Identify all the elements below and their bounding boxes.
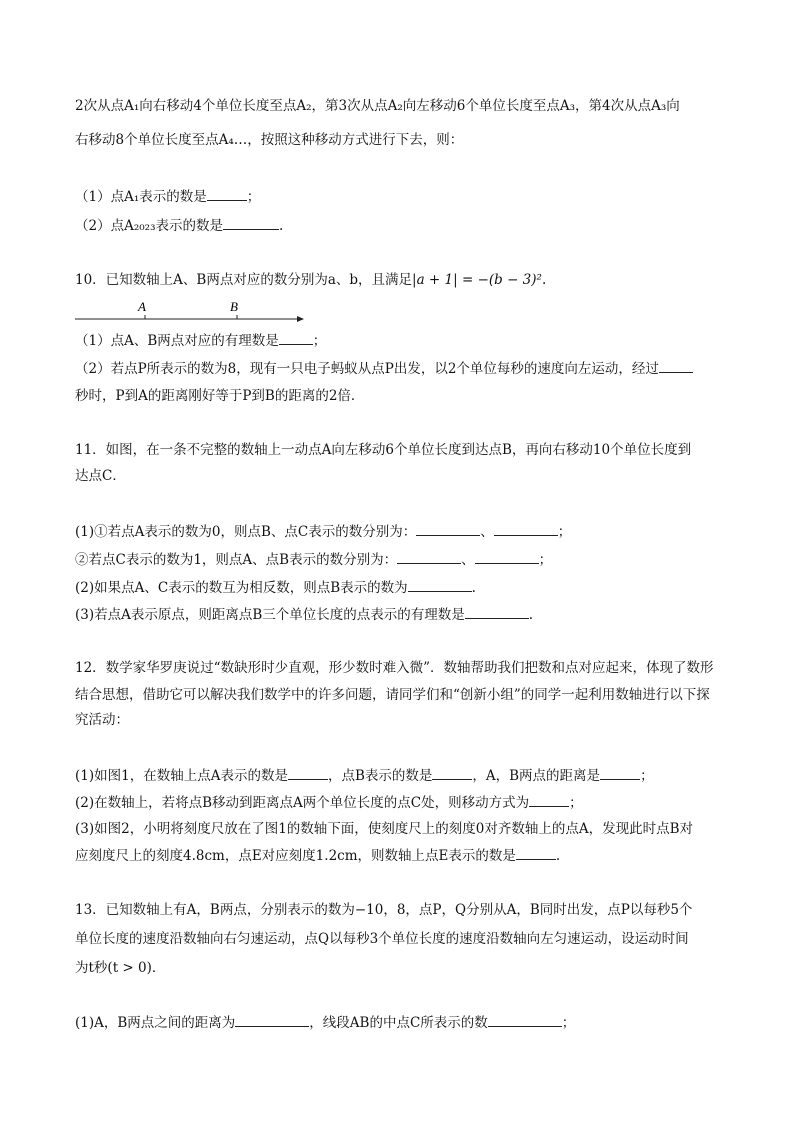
q12-part-1-end: ； (640, 768, 654, 784)
q11-part-2-end: . (471, 580, 476, 596)
q11-part-2 (75, 577, 476, 598)
q9-part-1 (75, 186, 260, 207)
answer-blank[interactable] (223, 215, 279, 230)
q9-part-2-text: （2）点A₂₀₂₃表示的数是 (75, 218, 223, 234)
answer-blank[interactable] (475, 549, 539, 564)
q10-part-2 (75, 358, 693, 379)
answer-blank[interactable] (488, 1012, 562, 1027)
q12-part-1-mid2: ，A，B两点的距离是 (472, 768, 601, 784)
q10-number-line (75, 300, 305, 326)
q12-stem-line-2: 结合思想，借助它可以解决我们数学中的许多问题，请同学们和“创新小组”的同学一起利用数轴进行以下探 (75, 687, 710, 703)
separator: 、 (480, 524, 494, 540)
answer-blank[interactable] (516, 845, 556, 860)
q9-text-line-2: 右移动8个单位长度至点A₄…，按照这种移动方式进行下去，则： (75, 132, 464, 148)
q11-part-1-end: ； (557, 524, 572, 540)
q13-part-1-mid: ，线段AB的中点C所表示的数 (309, 1015, 488, 1031)
q9-part-2 (75, 215, 283, 236)
q12-part-2-end: ； (569, 795, 583, 811)
q12-part-1-text: (1)如图1，在数轴上点A表示的数是 (75, 768, 288, 784)
answer-blank[interactable] (494, 521, 558, 536)
answer-blank[interactable] (207, 186, 247, 201)
q9-text-line-1: 2次从点A₁向右移动4个单位长度至点A₂，第3次从点A₂向左移动6个单位长度至点A₃，第4次从点A₃向 (75, 98, 680, 114)
answer-blank[interactable] (529, 792, 569, 807)
q11-part-1b (75, 549, 552, 570)
q12-part-3-cont (75, 845, 560, 866)
arrow-right-icon (297, 316, 304, 322)
answer-blank[interactable] (432, 765, 472, 780)
q9-part-1-text: （1）点A₁表示的数是 (75, 189, 207, 205)
q10-part-1-end: ； (312, 333, 327, 349)
q13-part-1-text: (1)A，B两点之间的距离为 (75, 1015, 236, 1031)
q11-part-3 (75, 604, 533, 625)
q10-part-1 (75, 330, 326, 351)
q12-part-3-cont-text: 应刻度尺上的刻度4.8cm，点E对应刻度1.2cm，则数轴上点E表示的数是 (75, 848, 516, 864)
point-b-label: B (230, 300, 238, 314)
q11-part-1 (75, 521, 571, 542)
answer-blank[interactable] (408, 577, 472, 592)
q12-stem-line-3: 究活动： (75, 712, 129, 728)
answer-blank[interactable] (288, 765, 328, 780)
answer-blank[interactable] (659, 358, 693, 373)
q12-stem-line-1: 12．数学家华罗庚说过“数缺形时少直观，形少数时难入微”．数轴帮助我们把数和点对应起来，体现了数形 (75, 660, 714, 676)
q9-part-2-end: . (279, 218, 284, 234)
separator: 、 (461, 552, 475, 568)
q10-equation: |a + 1| = −(b − 3)² (412, 272, 542, 288)
q11-part-1b-text: ②若点C表示的数为1，则点A、点B表示的数分别为： (75, 552, 398, 568)
q12-part-2 (75, 792, 583, 813)
q11-stem-line-2: 达点C． (75, 468, 126, 484)
answer-blank[interactable] (600, 765, 640, 780)
q10-part-2-text: （2）若点P所表示的数为8，现有一只电子蚂蚁从点P出发，以2个单位每秒的速度向左运动，经过 (75, 361, 659, 377)
answer-blank[interactable] (465, 604, 529, 619)
q10-part-2-cont: 秒时，P到A的距离刚好等于P到B的距离的2倍． (75, 388, 365, 404)
q10-stem-end: . (541, 272, 547, 288)
q10-stem-text: 10．已知数轴上A、B两点对应的数分别为a、b，且满足 (75, 272, 413, 288)
q11-part-2-text: (2)如果点A、C表示的数互为相反数，则点B表示的数为 (75, 580, 408, 596)
point-a-label: A (138, 300, 146, 314)
q12-part-3-end: . (555, 848, 561, 864)
answer-blank[interactable] (235, 1012, 309, 1027)
q12-part-2-text: (2)在数轴上，若将点B移动到距离点A两个单位长度的点C处，则移动方式为 (75, 795, 530, 811)
q11-part-1-text: (1)①若点A表示的数为0，则点B、点C表示的数分别为： (75, 524, 417, 540)
q11-part-1b-end: ； (538, 552, 553, 568)
q13-part-1 (75, 1012, 575, 1033)
q11-part-3-text: (3)若点A表示原点，则距离点B三个单位长度的点表示的有理数是 (75, 607, 465, 623)
q9-part-1-end: ； (246, 189, 261, 205)
q12-part-1 (75, 765, 654, 786)
q12-part-3: (3)如图2，小明将刻度尺放在了图1的数轴下面，使刻度尺上的刻度0对齐数轴上的点A，发现此时点B对 (75, 821, 694, 837)
answer-blank[interactable] (416, 521, 480, 536)
q10-stem (75, 270, 546, 290)
q13-part-1-end: ； (561, 1015, 576, 1031)
answer-blank[interactable] (397, 549, 461, 564)
answer-blank[interactable] (279, 330, 313, 345)
q10-part-1-text: （1）点A、B两点对应的有理数是 (75, 333, 279, 349)
q12-part-1-mid: ，点B表示的数是 (327, 768, 433, 784)
q13-stem-line-1: 13．已知数轴上有A，B两点，分别表示的数为−10，8，点P，Q分别从A，B同时出发，点P以每秒5个 (75, 902, 693, 918)
q11-stem-line-1: 11．如图，在一条不完整的数轴上一动点A向左移动6个单位长度到达点B，再向右移动10个单位长度到 (75, 442, 692, 458)
q13-stem-line-3: 为t秒(t > 0)． (75, 960, 166, 976)
q11-part-3-end: . (528, 607, 534, 623)
q13-stem-line-2: 单位长度的速度沿数轴向右匀速运动，点Q以每秒3个单位长度的速度沿数轴向左匀速运动，设运动时间 (75, 931, 689, 947)
